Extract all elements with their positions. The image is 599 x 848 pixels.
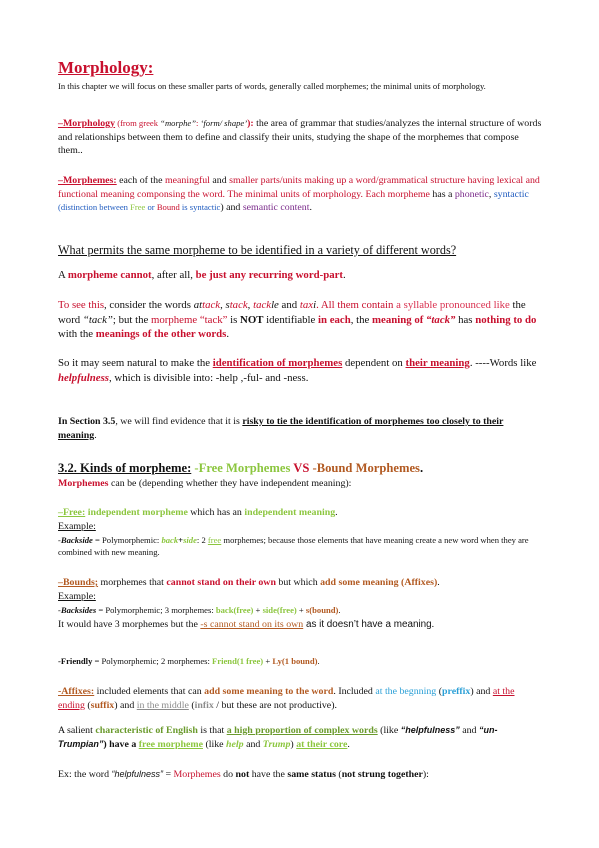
morphology-term: –Morphology <box>58 118 116 129</box>
free-definition: –Free: independent morpheme which has an independent meaning. <box>58 507 338 518</box>
bounds-definition: –Bounds; morphemes that cannot stand on their own but which add some meaning (Affixes). <box>58 577 440 588</box>
kinds-subtitle: Morphemes can be (depending whether they have independent meaning): <box>58 478 352 489</box>
free-example-label: Example: <box>58 521 96 532</box>
bounds-example: -Backsides = Polymorphemic; 3 morphemes: back(free) + side(free) + s(bound). <box>58 605 341 615</box>
identification-paragraph: So it may seem natural to make the identification of morphemes dependent on their meaning. ----Words like helpfulness, which is divisible into: -help ,-ful- and -ness. <box>58 357 537 384</box>
tack-example-paragraph: To see this, consider the words attack, stack, tackle and taxi. All them contain a syllable pronounced like the word “tack”; but the morpheme “tack” is NOT identifiable in each, the meaning of “tack” has nothing to do with the meanings of the other words. <box>58 299 537 341</box>
kinds-heading: 3.2. Kinds of morpheme: -Free Morphemes VS -Bound Morphemes. <box>58 461 424 475</box>
section-reference-paragraph: In Section 3.5, we will find evidence that it is risky to tie the identification of morphemes too closely to their meaning. <box>58 416 504 441</box>
helpfulness-example-paragraph: Ex: the word “helpfulness” = Morphemes do not have the same status (not strung together): <box>58 769 429 780</box>
page-title: Morphology: <box>58 58 154 77</box>
friendly-example: -Friendly = Polymorphemic; 2 morphemes: Friend(1 free) + Ly(1 bound). <box>58 656 320 666</box>
question-heading: What permits the same morpheme to be identified in a variety of different words? <box>58 243 457 257</box>
free-example: -Backside = Polymorphemic: back+side: 2 free morphemes; because those elements that have meaning create a new word when they are combined with new meaning. <box>58 535 529 558</box>
bounds-explanation: It would have 3 morphemes but the -s cannot stand on its own as it doesn’t have a meaning. <box>58 619 435 630</box>
salient-characteristic-paragraph: A salient characteristic of English is that a high proportion of complex words (like “helpfulness” and “un-Trumpian”) have a free morpheme (like help and Trump) at their core. <box>58 725 498 750</box>
bounds-example-label: Example: <box>58 591 96 602</box>
intro-paragraph: In this chapter we will focus on these smaller parts of words, generally called morphemes; the minimal units of morphology. <box>58 81 486 91</box>
affixes-definition: -Affixes: included elements that can add some meaning to the word. Included at the begnning (preffix) and at the ending (suffix) and in the middle (infix / but these are not productive). <box>58 686 515 711</box>
morphemes-definition: –Morphemes: each of the meaningful and smaller parts/units making up a word/grammatical structure having lexical and functional meaning componsing the word. The minimal units of morphology. Each morpheme has a phonetic, syntactic (distinction between Free or Bound is syntactic) and semantic content. <box>58 175 540 214</box>
morpheme-cannot-paragraph: A morpheme cannot, after all, be just any recurring word-part. <box>58 269 346 281</box>
morphemes-term: –Morphemes: <box>58 175 117 186</box>
morphology-definition: –Morphology (from greek “morphe”: ‘form/ shape’): the area of grammar that studies/analyzes the internal structure of words and relationships between them to define and classify their units, studying the shape of the morphemes that compose them.. <box>58 118 542 157</box>
